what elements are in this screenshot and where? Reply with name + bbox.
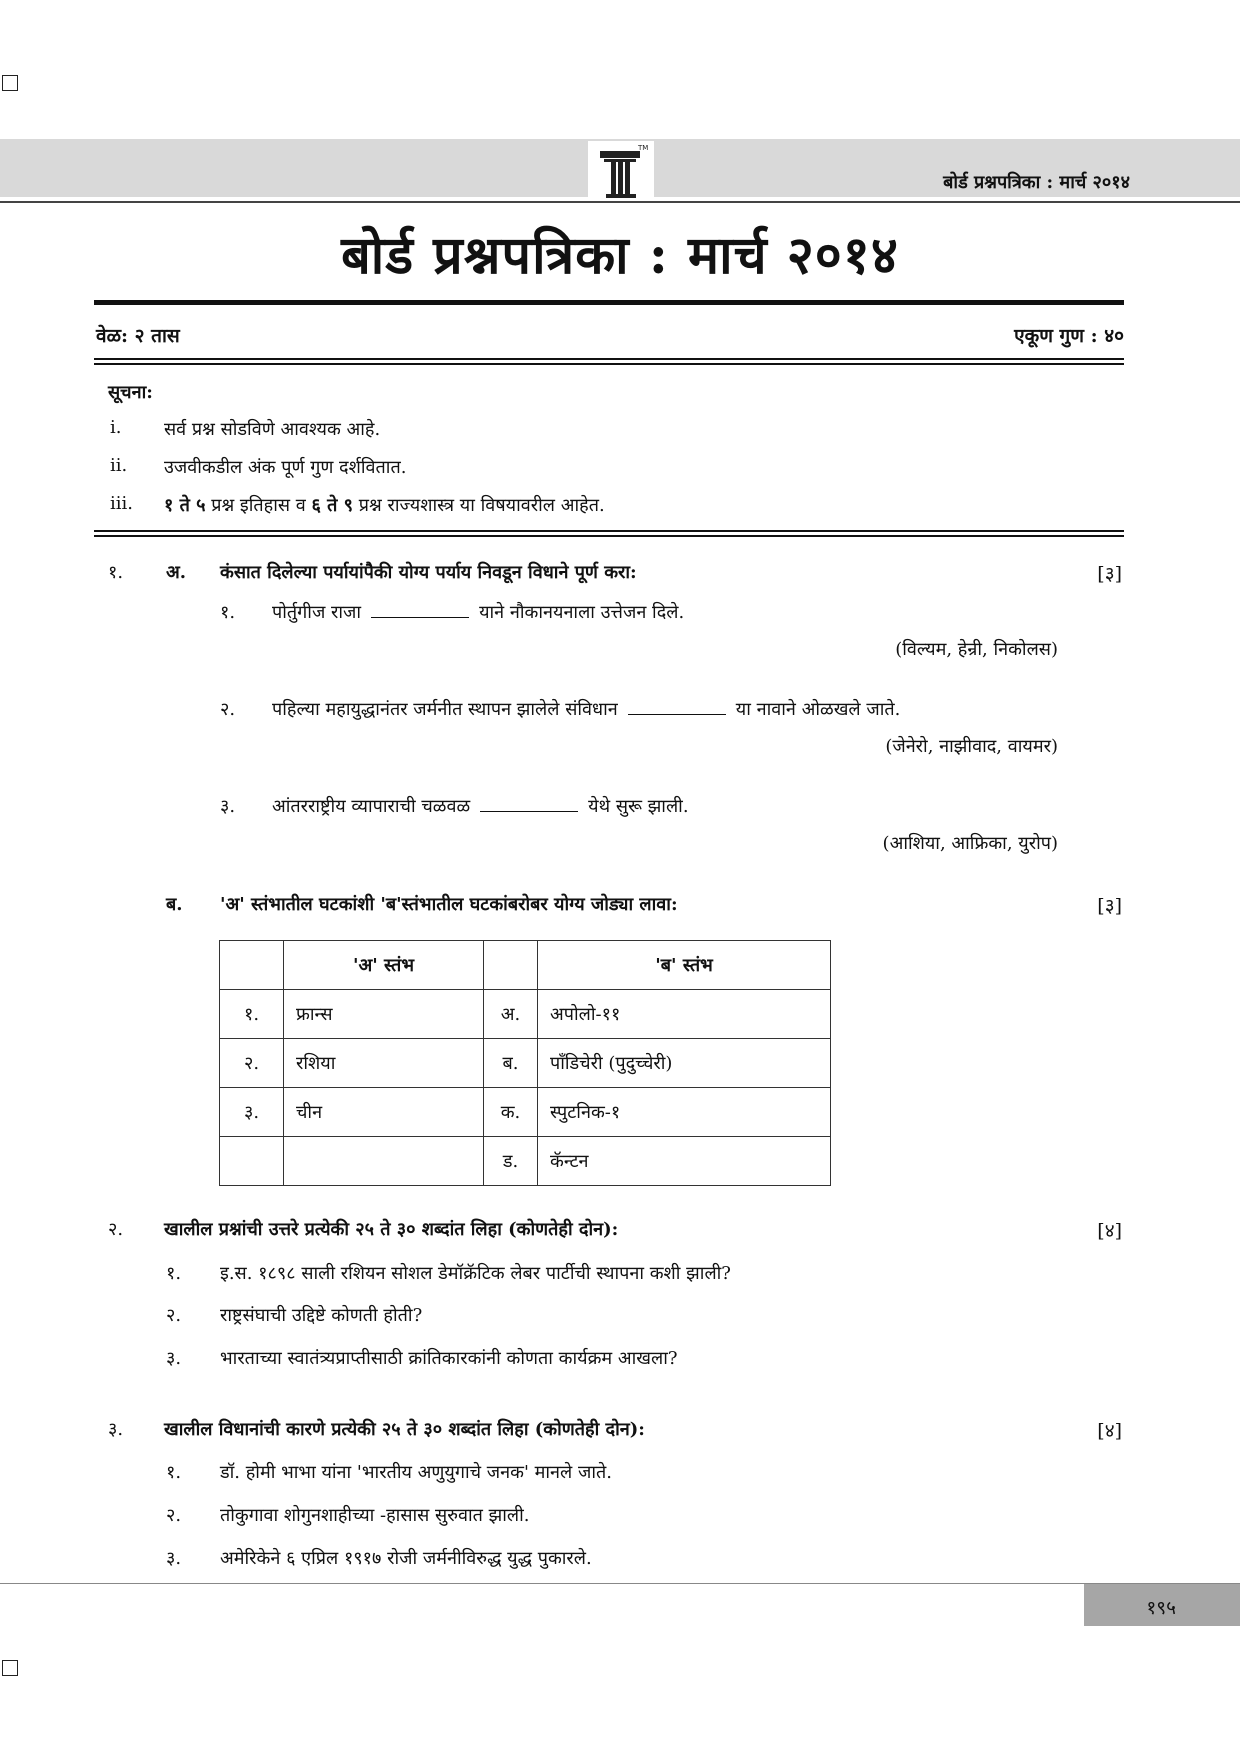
table-header-cell	[220, 941, 284, 990]
table-header-row	[220, 941, 831, 990]
question-marks: [४]	[1097, 1420, 1122, 1442]
instruction-text: सर्व प्रश्न सोडविणे आवश्यक आहे.	[164, 419, 381, 440]
header-divider	[0, 201, 1240, 203]
page-title: बोर्ड प्रश्नपत्रिका : मार्च २०१४	[341, 225, 899, 286]
item-number: ३.	[220, 796, 236, 817]
subquestion-label: ब.	[166, 894, 183, 915]
item-number: २.	[166, 1505, 182, 1526]
instructions-rule-double	[94, 535, 1124, 537]
instruction-text: उजवीकडील अंक पूर्ण गुण दर्शवितात.	[164, 457, 407, 478]
answer-options: (विल्यम, हेन्री, निकोलस)	[895, 639, 1058, 660]
table-cell: क.	[484, 1088, 538, 1137]
question-item: राष्ट्रसंघाची उद्दिष्टे कोणती होती?	[220, 1305, 423, 1326]
footer-rule	[0, 1583, 1240, 1584]
table-row	[220, 1137, 831, 1186]
table-cell: ब.	[484, 1039, 538, 1088]
running-header-title: बोर्ड प्रश्नपत्रिका : मार्च २०१४	[943, 172, 1130, 193]
title-rule	[94, 300, 1124, 305]
table-cell: अ.	[484, 990, 538, 1039]
page-number: १९५	[1146, 1597, 1176, 1619]
instruction-num: ii.	[110, 455, 128, 476]
question-item: अमेरिकेने ६ एप्रिल १९१७ रोजी जर्मनीविरुद्ध युद्ध पुकारले.	[220, 1548, 592, 1569]
column-a-header: 'अ' स्तंभ	[284, 941, 484, 990]
table-cell: कॅन्टन	[538, 1137, 831, 1186]
instruction-num: i.	[110, 417, 122, 438]
table-cell: २.	[220, 1039, 284, 1088]
question-prompt: कंसात दिलेल्या पर्यायांपैकी योग्य पर्याय निवडून विधाने पूर्ण करा:	[220, 562, 637, 583]
fill-blank-statement: पहिल्या महायुद्धानंतर जर्मनीत स्थापन झालेले संविधान या नावाने ओळखले जाते.	[272, 699, 901, 720]
question-item: डॉ. होमी भाभा यांना 'भारतीय अणुयुगाचे जनक' मानले जाते.	[220, 1462, 612, 1483]
question-item: भारताच्या स्वातंत्र्यप्राप्तीसाठी क्रांतिकारकांनी कोणता कार्यक्रम आखला?	[220, 1348, 678, 1369]
question-item: तोकुगावा शोगुनशाहीच्या -हासास सुरुवात झाली.	[220, 1505, 530, 1526]
item-number: २.	[166, 1305, 182, 1326]
column-b-header: 'ब' स्तंभ	[538, 941, 831, 990]
answer-options: (आशिया, आफ्रिका, युरोप)	[882, 833, 1058, 854]
question-item: इ.स. १८९८ साली रशियन सोशल डेमॉक्रॅटिक लेबर पार्टीची स्थापना कशी झाली?	[220, 1263, 731, 1284]
meta-rule-double	[94, 363, 1124, 365]
table-cell: अपोलो-११	[538, 990, 831, 1039]
item-number: १.	[220, 602, 236, 623]
table-row	[220, 1039, 831, 1088]
table-cell	[284, 1137, 484, 1186]
meta-rule	[94, 358, 1124, 360]
registration-mark-top	[2, 75, 18, 91]
item-number: ३.	[166, 1348, 182, 1369]
question-number: २.	[108, 1219, 124, 1240]
instruction-num: iii.	[110, 493, 133, 514]
instructions-heading: सूचना:	[108, 382, 153, 403]
answer-options: (जेनेरो, नाझीवाद, वायमर)	[885, 736, 1058, 757]
table-cell: स्पुटनिक-१	[538, 1088, 831, 1137]
publisher-logo	[588, 141, 654, 201]
time-label: वेळ: २ तास	[96, 325, 180, 347]
subquestion-label: अ.	[166, 562, 187, 583]
table-cell: रशिया	[284, 1039, 484, 1088]
question-number: १.	[108, 562, 124, 583]
question-prompt: खालील विधानांची कारणे प्रत्येकी २५ ते ३० शब्दांत लिहा (कोणतेही दोन):	[164, 1419, 645, 1440]
item-number: ३.	[166, 1548, 182, 1569]
question-prompt: खालील प्रश्नांची उत्तरे प्रत्येकी २५ ते ३० शब्दांत लिहा (कोणतेही दोन):	[164, 1219, 619, 1240]
instructions-rule	[94, 530, 1124, 532]
table-cell	[220, 1137, 284, 1186]
table-cell: पाँडिचेरी (पुदुच्चेरी)	[538, 1039, 831, 1088]
pillar-logo-icon	[588, 141, 654, 201]
item-number: २.	[220, 699, 236, 720]
table-cell: चीन	[284, 1088, 484, 1137]
fill-blank-statement: पोर्तुगीज राजा याने नौकानयनाला उत्तेजन दिले.	[272, 602, 685, 623]
registration-mark-bottom	[2, 1660, 18, 1676]
table-row	[220, 1088, 831, 1137]
table-row	[220, 990, 831, 1039]
table-header-cell	[484, 941, 538, 990]
question-number: ३.	[108, 1419, 124, 1440]
question-marks: [३]	[1097, 563, 1122, 585]
question-marks: [४]	[1097, 1220, 1122, 1242]
table-cell: ३.	[220, 1088, 284, 1137]
svg-text:TM: TM	[638, 144, 649, 152]
item-number: १.	[166, 1462, 182, 1483]
table-cell: १.	[220, 990, 284, 1039]
match-columns-table	[219, 940, 831, 1186]
question-prompt: 'अ' स्तंभातील घटकांशी 'ब'स्तंभातील घटकांबरोबर योग्य जोड्या लावा:	[220, 894, 678, 915]
item-number: १.	[166, 1263, 182, 1284]
table-cell: ड.	[484, 1137, 538, 1186]
table-cell: फ्रान्स	[284, 990, 484, 1039]
total-marks-label: एकूण गुण : ४०	[1014, 325, 1124, 347]
question-marks: [३]	[1097, 895, 1122, 917]
instruction-text: १ ते ५ प्रश्न इतिहास व ६ ते ९ प्रश्न राज्यशास्त्र या विषयावरील आहेत.	[164, 495, 605, 516]
fill-blank-statement: आंतरराष्ट्रीय व्यापाराची चळवळ येथे सुरू झाली.	[272, 796, 689, 817]
